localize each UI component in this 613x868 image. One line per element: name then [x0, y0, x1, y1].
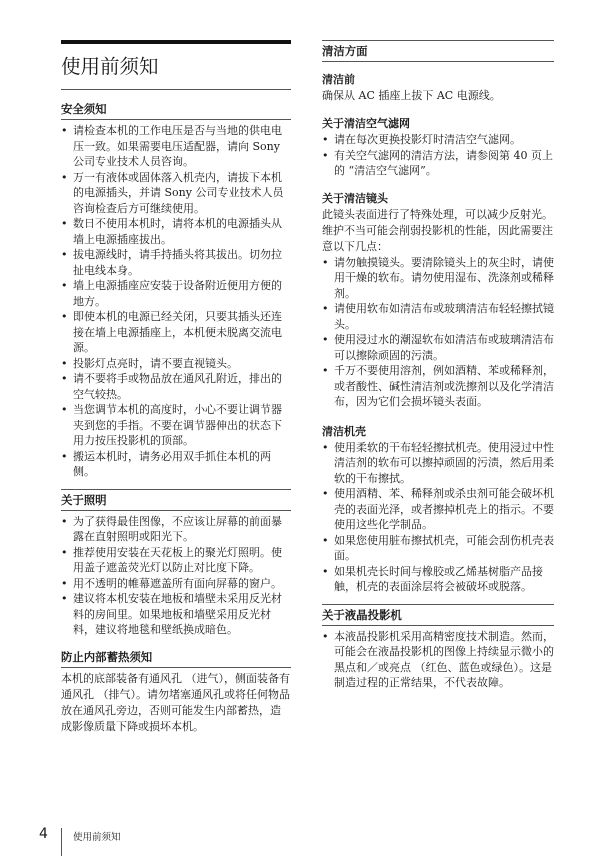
- right-column: [322, 40, 554, 691]
- page-title: 使用前须知: [61, 48, 291, 90]
- heat-heading: 防止内部蓄热须知: [61, 649, 153, 664]
- list-item: • 建议将本机安装在地板和墙壁未采用反光材料的房间里。如果地板和墙壁采用反光材料，建议将地毯和壁纸换成暗色。: [61, 591, 291, 638]
- list-item: • 请不要将手或物品放在通风孔附近，排出的空气较热。: [61, 371, 291, 402]
- lens-heading: 关于清洁镜头: [322, 191, 388, 205]
- lens-text-2: 维护不当可能会削弱投影机的性能，因此需要注意以下几点：: [322, 223, 553, 253]
- list-item: • 本液晶投影机采用高精密度技术制造。然而，可能会在液晶投影机的图像上持续显示微小的黑点和／或亮点 （红色、蓝色或绿色）。这是制造过程的正常结果，不代表故障。: [322, 629, 554, 691]
- page-number: 4: [39, 826, 48, 842]
- list-item: • 请在每次更换投影灯时清洁空气滤网。: [322, 132, 554, 148]
- list-item: • 使用柔软的干布轻轻擦拭机壳。使用浸过中性清洁剂的软布可以擦掉顽固的污渍，然后用柔软的干布擦拭。: [322, 440, 554, 487]
- footer-section-label: 使用前须知: [73, 832, 121, 843]
- cleaning-heading: 清洁方面: [322, 44, 368, 58]
- safety-section: [61, 99, 291, 480]
- lcd-heading: 关于液晶投影机: [322, 607, 402, 622]
- list-item: • 拔电源线时，请手持插头将其拔出。切勿拉扯电线本身。: [61, 247, 291, 278]
- filter-list: [322, 132, 554, 179]
- before-cleaning-text: 确保从 AC 插座上拔下 AC 电源线。: [322, 89, 501, 102]
- section-rule: [322, 625, 554, 626]
- section-rule: [61, 510, 291, 511]
- title-top-bar: [61, 40, 291, 44]
- list-item: • 使用酒精、苯、稀释剂或杀虫剂可能会破坏机壳的表面光泽，或者擦掉机壳上的指示。不要使用这些化学制品。: [322, 486, 554, 533]
- heat-section: [61, 647, 291, 735]
- footer-divider: [61, 828, 62, 856]
- safety-heading: 安全须知: [61, 102, 107, 116]
- list-item: • 如果您使用脏布擦拭机壳，可能会刮伤机壳表面。: [322, 533, 554, 564]
- lens-text-1: 此镜头表面进行了特殊处理，可以减少反射光。: [322, 207, 553, 221]
- lighting-list: [61, 514, 291, 638]
- list-item: • 万一有液体或固体落入机壳内，请拔下本机的电源插头，并请 Sony 公司专业技术人员咨询检查后方可继续使用。: [61, 170, 291, 217]
- list-item: • 即使本机的电源已经关闭，只要其插头还连接在墙上电源插座上，本机便未脱离交流电源。: [61, 309, 291, 356]
- lighting-section: [61, 489, 291, 638]
- list-item: • 推荐使用安装在天花板上的聚光灯照明。使用盖子遮盖荧光灯以防止对比度下降。: [61, 545, 291, 576]
- lcd-list: [322, 629, 554, 691]
- heat-text: 本机的底部装备有通风孔 （进气），侧面装备有通风孔 （排气）。请勿堵塞通风孔或将任何物品放在通风孔旁边，否则可能发生内部蓄热，造成影像质量下降或损坏本机。: [61, 671, 290, 733]
- list-item: • 千万不要使用溶剂，例如酒精、苯或稀释剂，或者酸性、碱性清洁剂或洗擦剂以及化学清洁布，因为它们会损坏镜头表面。: [322, 363, 554, 410]
- list-item: • 有关空气滤网的清洁方法，请参阅第 40 页上的 “清洁空气滤网”。: [322, 148, 554, 179]
- list-item: • 墙上电源插座应安装于设备附近便用方便的地方。: [61, 278, 291, 309]
- list-item: • 当您调节本机的高度时，小心不要让调节器夹到您的手指。不要在调节器伸出的状态下用力按压投影机的顶部。: [61, 402, 291, 449]
- left-column: [61, 40, 291, 735]
- list-item: • 数日不使用本机时，请将本机的电源插头从墙上电源插座拔出。: [61, 216, 291, 247]
- list-item: • 投影灯点亮时，请不要直视镜头。: [61, 356, 291, 372]
- list-item: • 为了获得最佳图像，不应该让屏幕的前面暴露在直射照明或阳光下。: [61, 514, 291, 545]
- list-item: • 请勿触摸镜头。要清除镜头上的灰尘时，请使用干燥的软布。请勿使用湿布、洗涤剂或稀释剂。: [322, 255, 554, 302]
- lighting-heading: 关于照明: [61, 492, 107, 507]
- filter-heading: 关于清洁空气滤网: [322, 117, 410, 130]
- list-item: • 搬运本机时，请务必用双手抓住本机的两侧。: [61, 449, 291, 480]
- section-rule: [61, 667, 291, 668]
- section-rule: [322, 61, 554, 62]
- lens-list: [322, 255, 554, 410]
- before-cleaning-heading: 清洁前: [322, 73, 355, 86]
- list-item: • 请使用软布如清洁布或玻璃清洁布轻轻擦拭镜头。: [322, 301, 554, 332]
- list-item: • 使用浸过水的潮湿软布如清洁布或玻璃清洁布可以擦除顽固的污渍。: [322, 332, 554, 363]
- cabinet-list: [322, 440, 554, 595]
- list-item: • 请检查本机的工作电压是否与当地的供电电压一致。如果需要电压适配器，请向 Sony 公司专业技术人员咨询。: [61, 123, 291, 170]
- list-item: • 如果机壳长时间与橡胶或乙烯基树脂产品接触，机壳的表面涂层将会被破坏或脱落。: [322, 564, 554, 595]
- section-rule: [61, 119, 291, 120]
- cabinet-heading: 清洁机壳: [322, 424, 366, 438]
- list-item: • 用不透明的帷幕遮盖所有面向屏幕的窗户。: [61, 576, 291, 592]
- safety-list: [61, 123, 291, 480]
